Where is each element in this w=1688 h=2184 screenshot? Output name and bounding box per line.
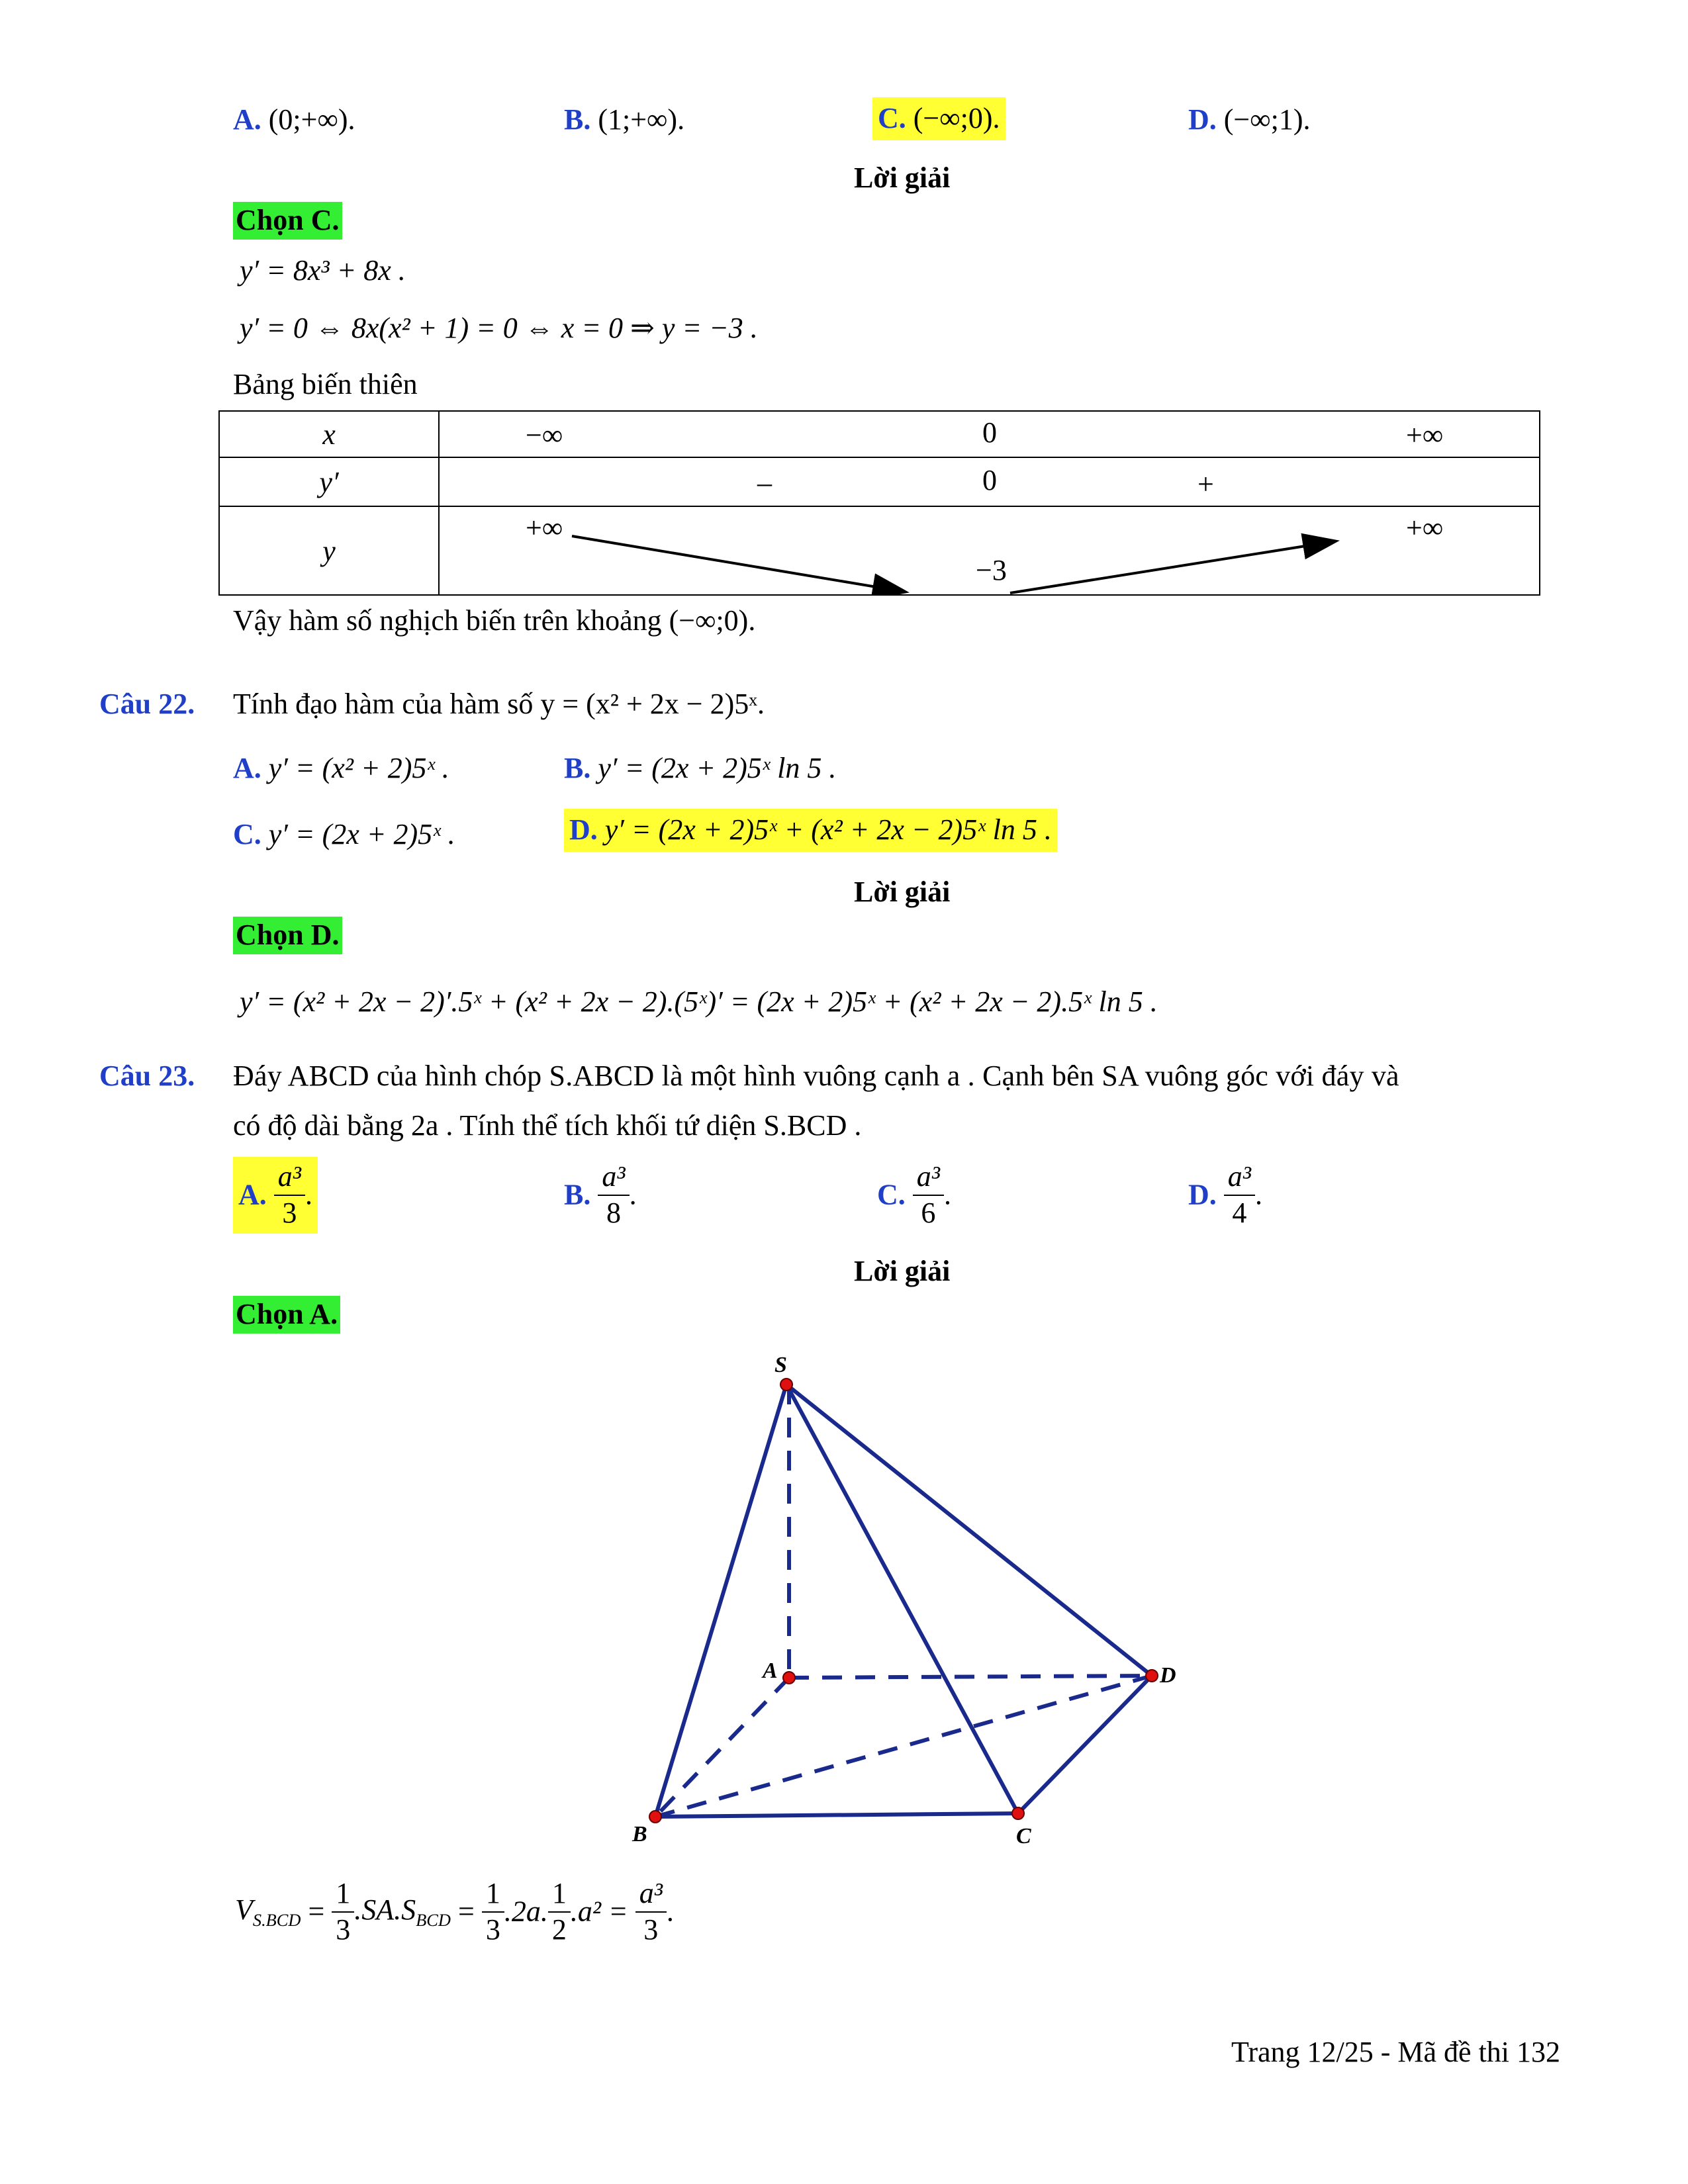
vertex-d-point bbox=[1146, 1670, 1158, 1682]
q22-option-a-letter: A. bbox=[233, 752, 261, 784]
table-label-y: y bbox=[219, 506, 439, 595]
formula-one-half-den: 2 bbox=[551, 1913, 567, 1946]
formula-lhs: $V_{S.BCD}$ bbox=[235, 1893, 301, 1930]
formula-period: . bbox=[666, 1895, 674, 1928]
q23-option-b-num: a³ bbox=[598, 1160, 629, 1196]
q23-option-a-correct: A. $\frac{\text{a³}}{3}$ . bbox=[233, 1157, 318, 1234]
q21-option-a-text: (0;+∞). bbox=[268, 103, 355, 136]
formula-one-third-1 bbox=[332, 1876, 354, 1948]
q22-choose-answer: Chọn D. bbox=[233, 917, 342, 954]
yprime-positive-sign: + bbox=[1197, 468, 1214, 500]
q23-option-d-letter: D. bbox=[1188, 1178, 1217, 1211]
q23-option-d-den: 4 bbox=[1232, 1196, 1247, 1229]
vertex-a-point bbox=[783, 1672, 795, 1684]
vertex-b-label: B bbox=[632, 1822, 647, 1846]
q22-option-a-text: y′ = (x² + 2)5ˣ . bbox=[268, 752, 449, 784]
yprime-zero: 0 bbox=[982, 464, 997, 496]
q23-option-b-den: 8 bbox=[606, 1196, 621, 1229]
q22-option-b-text: y′ = (2x + 2)5ˣ ln 5 . bbox=[598, 752, 837, 784]
q22-option-c-letter: C. bbox=[233, 818, 261, 850]
formula-one-half-num: 1 bbox=[548, 1876, 571, 1913]
q21-derivative-line: y′ = 8x³ + 8x . bbox=[240, 254, 406, 287]
vertex-b-point bbox=[649, 1811, 661, 1823]
edge-sc bbox=[786, 1385, 1018, 1813]
y-right-plus-infinity: +∞ bbox=[1406, 512, 1444, 544]
q21-option-c-letter: C. bbox=[878, 102, 906, 134]
q22-work: y′ = (x² + 2x − 2)′.5ˣ + (x² + 2x − 2).(5ˣ)′ = (2x + 2)5ˣ + (x² + 2x − 2).5ˣ ln 5 . bbox=[240, 985, 1158, 1018]
vertex-c-point bbox=[1012, 1807, 1024, 1819]
formula-one-half bbox=[548, 1876, 571, 1948]
formula-result-num: a³ bbox=[635, 1876, 667, 1913]
formula-one-third-2-num: 1 bbox=[482, 1876, 504, 1913]
formula-equals-2: = bbox=[457, 1895, 475, 1928]
y-minimum-value: −3 bbox=[976, 554, 1007, 586]
q23-option-d: D. $\frac{\text{a³}}{4}$ . bbox=[1188, 1160, 1262, 1231]
yprime-negative-sign: – bbox=[757, 467, 772, 499]
q23-prompt-line2: có độ dài bằng 2a . Tính thể tích khối tứ diện S.BCD . bbox=[233, 1109, 862, 1142]
q21-option-d-text: (−∞;1). bbox=[1223, 103, 1311, 136]
q23-option-a-num: a³ bbox=[274, 1160, 305, 1196]
formula-result-den: 3 bbox=[643, 1913, 659, 1946]
formula-sbcd-subscript: BCD bbox=[416, 1909, 451, 1930]
vertex-d-label: D bbox=[1160, 1663, 1176, 1688]
q22-option-b-letter: B. bbox=[564, 752, 591, 784]
variation-table-title: Bảng biến thiên bbox=[233, 368, 418, 400]
edge-bd-dashed bbox=[655, 1676, 1152, 1817]
q21-choose-answer: Chọn C. bbox=[233, 202, 342, 240]
q23-option-c: C. $\frac{\text{a³}}{6}$ . bbox=[877, 1160, 951, 1231]
vertex-c-label: C bbox=[1016, 1824, 1031, 1848]
q22-prompt: Tính đạo hàm của hàm số y = (x² + 2x − 2)5ˣ. bbox=[233, 688, 765, 720]
q21-option-c-text: (−∞;0). bbox=[913, 102, 1000, 134]
q22-solution-header: Lời giải bbox=[854, 876, 951, 908]
formula-one-third-2-den: 3 bbox=[485, 1913, 500, 1946]
q23-volume-formula bbox=[235, 1876, 674, 1948]
q22-option-d-text: y′ = (2x + 2)5ˣ + (x² + 2x − 2)5ˣ ln 5 . bbox=[604, 813, 1052, 846]
edge-ad-dashed bbox=[789, 1676, 1152, 1678]
y-left-plus-infinity: +∞ bbox=[526, 512, 563, 544]
q21-option-b-text: (1;+∞). bbox=[598, 103, 685, 136]
q23-option-c-letter: C. bbox=[877, 1178, 906, 1211]
x-minus-infinity: −∞ bbox=[526, 419, 563, 451]
x-zero: 0 bbox=[982, 416, 997, 449]
q21-conclusion: Vậy hàm số nghịch biến trên khoảng (−∞;0). bbox=[233, 604, 756, 637]
q23-option-a-den: 3 bbox=[282, 1196, 297, 1229]
formula-one-third-1-num: 1 bbox=[332, 1876, 354, 1913]
q23-option-d-num: a³ bbox=[1224, 1160, 1255, 1196]
q23-prompt-line1: Đáy ABCD của hình chóp S.ABCD là một hình vuông cạnh a . Cạnh bên SA vuông góc với đáy và bbox=[233, 1060, 1399, 1092]
formula-sa-s: $.SA.S_{BCD}$ bbox=[354, 1893, 451, 1930]
q23-label: Câu 23. bbox=[99, 1060, 195, 1092]
vertex-s-label: S bbox=[774, 1353, 787, 1377]
formula-one-third-2 bbox=[482, 1876, 504, 1948]
formula-a-squared: .a² = bbox=[570, 1895, 628, 1928]
q22-label: Câu 22. bbox=[99, 688, 195, 720]
q21-option-b-letter: B. bbox=[564, 103, 591, 136]
page-footer: Trang 12/25 - Mã đề thi 132 bbox=[1231, 2036, 1561, 2068]
q22-option-c-text: y′ = (2x + 2)5ˣ . bbox=[268, 818, 455, 850]
formula-equals-1: = bbox=[308, 1895, 325, 1928]
q23-option-a-letter: A. bbox=[238, 1178, 267, 1211]
edge-sb bbox=[655, 1385, 786, 1817]
edge-bc bbox=[655, 1813, 1018, 1817]
x-plus-infinity: +∞ bbox=[1406, 419, 1444, 451]
q23-option-c-num: a³ bbox=[913, 1160, 944, 1196]
edge-sd bbox=[786, 1385, 1152, 1676]
q21-solution-header: Lời giải bbox=[854, 161, 951, 194]
q23-option-c-den: 6 bbox=[921, 1196, 936, 1229]
q21-option-d-letter: D. bbox=[1188, 103, 1217, 136]
formula-lhs-subscript: S.BCD bbox=[252, 1909, 301, 1930]
table-label-yprime: y′ bbox=[219, 457, 439, 506]
vertex-a-label: A bbox=[763, 1659, 778, 1683]
q23-solution-header: Lời giải bbox=[854, 1255, 951, 1287]
q21-option-a-letter: A. bbox=[233, 103, 261, 136]
table-label-x: x bbox=[219, 411, 439, 457]
q23-option-b: B. $\frac{\text{a³}}{8}$ . bbox=[564, 1160, 637, 1231]
q23-option-b-letter: B. bbox=[564, 1178, 591, 1211]
q22-option-d-letter: D. bbox=[569, 813, 598, 846]
q21-critical-point-line: y′ = 0 ⇔ 8x(x² + 1) = 0 ⇔ x = 0 ⇒ y = −3 . bbox=[240, 312, 758, 344]
q23-choose-answer: Chọn A. bbox=[233, 1296, 340, 1334]
vertex-s-point bbox=[780, 1379, 792, 1390]
formula-one-third-1-den: 3 bbox=[336, 1913, 351, 1946]
formula-2a: .2a. bbox=[504, 1895, 548, 1928]
formula-result bbox=[635, 1876, 667, 1948]
